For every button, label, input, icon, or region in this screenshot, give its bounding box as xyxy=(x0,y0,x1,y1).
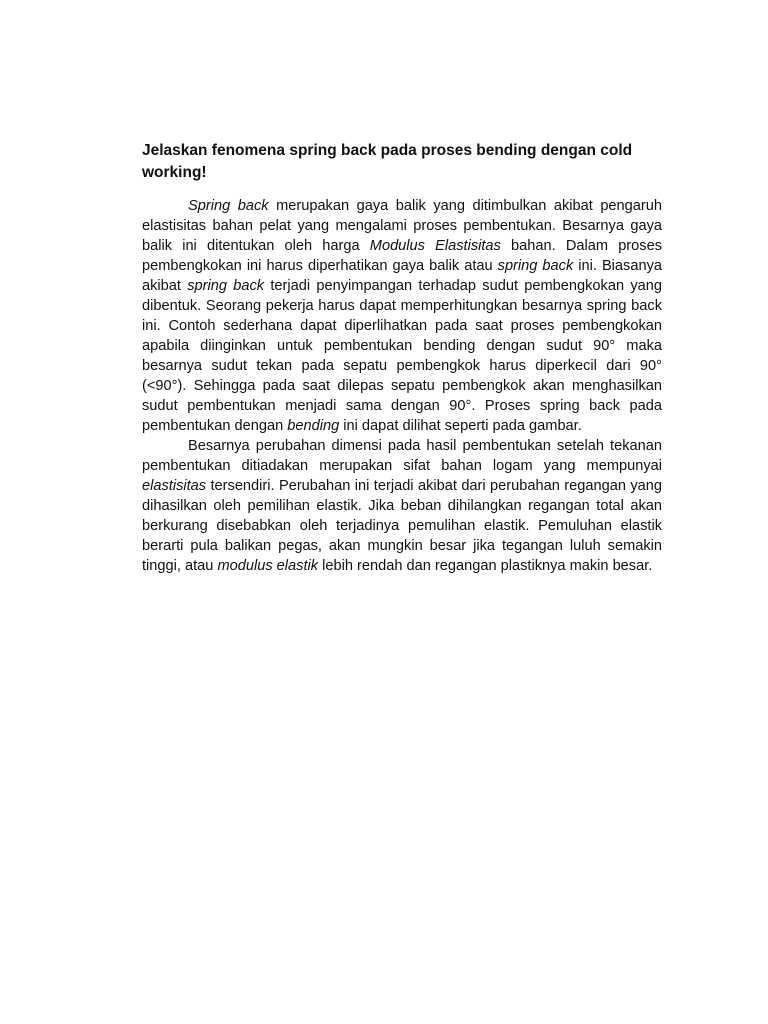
italic-term: spring back xyxy=(497,258,574,274)
body-text: ini. Biasanya akibat xyxy=(142,258,662,294)
italic-term: spring back xyxy=(187,278,265,294)
paragraph-dimension-change xyxy=(142,436,662,576)
body-text: lebih rendah dan regangan plastiknya makin besar. xyxy=(318,558,653,574)
body-text: merupakan gaya balik yang ditimbulkan akibat pengaruh elastisitas bahan pelat yang mengalami proses pembentukan. Besarnya gaya balik ini ditentukan oleh harga xyxy=(142,198,662,254)
italic-term: Spring back xyxy=(188,198,269,214)
italic-term: bending xyxy=(287,418,340,434)
italic-term: Modulus Elastisitas xyxy=(369,238,501,254)
body-text: ini dapat dilihat seperti pada gambar. xyxy=(339,418,582,434)
italic-term: elastisitas xyxy=(142,478,207,494)
paragraph-spring-back-definition xyxy=(142,196,662,436)
document-page xyxy=(142,140,662,576)
body-text: terjadi penyimpangan terhadap sudut pembengkokan yang dibentuk. Seorang pekerja harus dapat memperhitungkan besarnya spring back ini. Contoh sederhana dapat diperlihatkan pada saat proses pembengkokan apabila diinginkan untuk pembentukan bending dengan sudut 90° maka besarnya sudut tekan pada sepatu pembengkok harus diperkecil dari 90° (<90°). Sehingga pada saat dilepas sepatu pembengkok akan menghasilkan sudut pembentukan menjadi sama dengan 90°. Proses spring back pada pembentukan dengan xyxy=(142,278,663,434)
body-text: tersendiri. Perubahan ini terjadi akibat dari perubahan regangan yang dihasilkan oleh pemilihan elastik. Jika beban dihilangkan regangan total akan berkurang disebabkan oleh terjadinya pemulihan elastik. Pemuluhan elastik berarti pula balikan pegas, akan mungkin besar jika tegangan luluh semakin tinggi, atau xyxy=(142,478,662,574)
body-text: bahan. Dalam proses pembengkokan ini harus diperhatikan gaya balik atau xyxy=(142,238,662,274)
question-heading: Jelaskan fenomena spring back pada proses bending dengan cold working! xyxy=(142,142,633,181)
body-text: Besarnya perubahan dimensi pada hasil pembentukan setelah tekanan pembentukan ditiadakan merupakan sifat bahan logam yang mempunyai xyxy=(142,438,662,474)
italic-term: modulus elastik xyxy=(217,558,319,574)
